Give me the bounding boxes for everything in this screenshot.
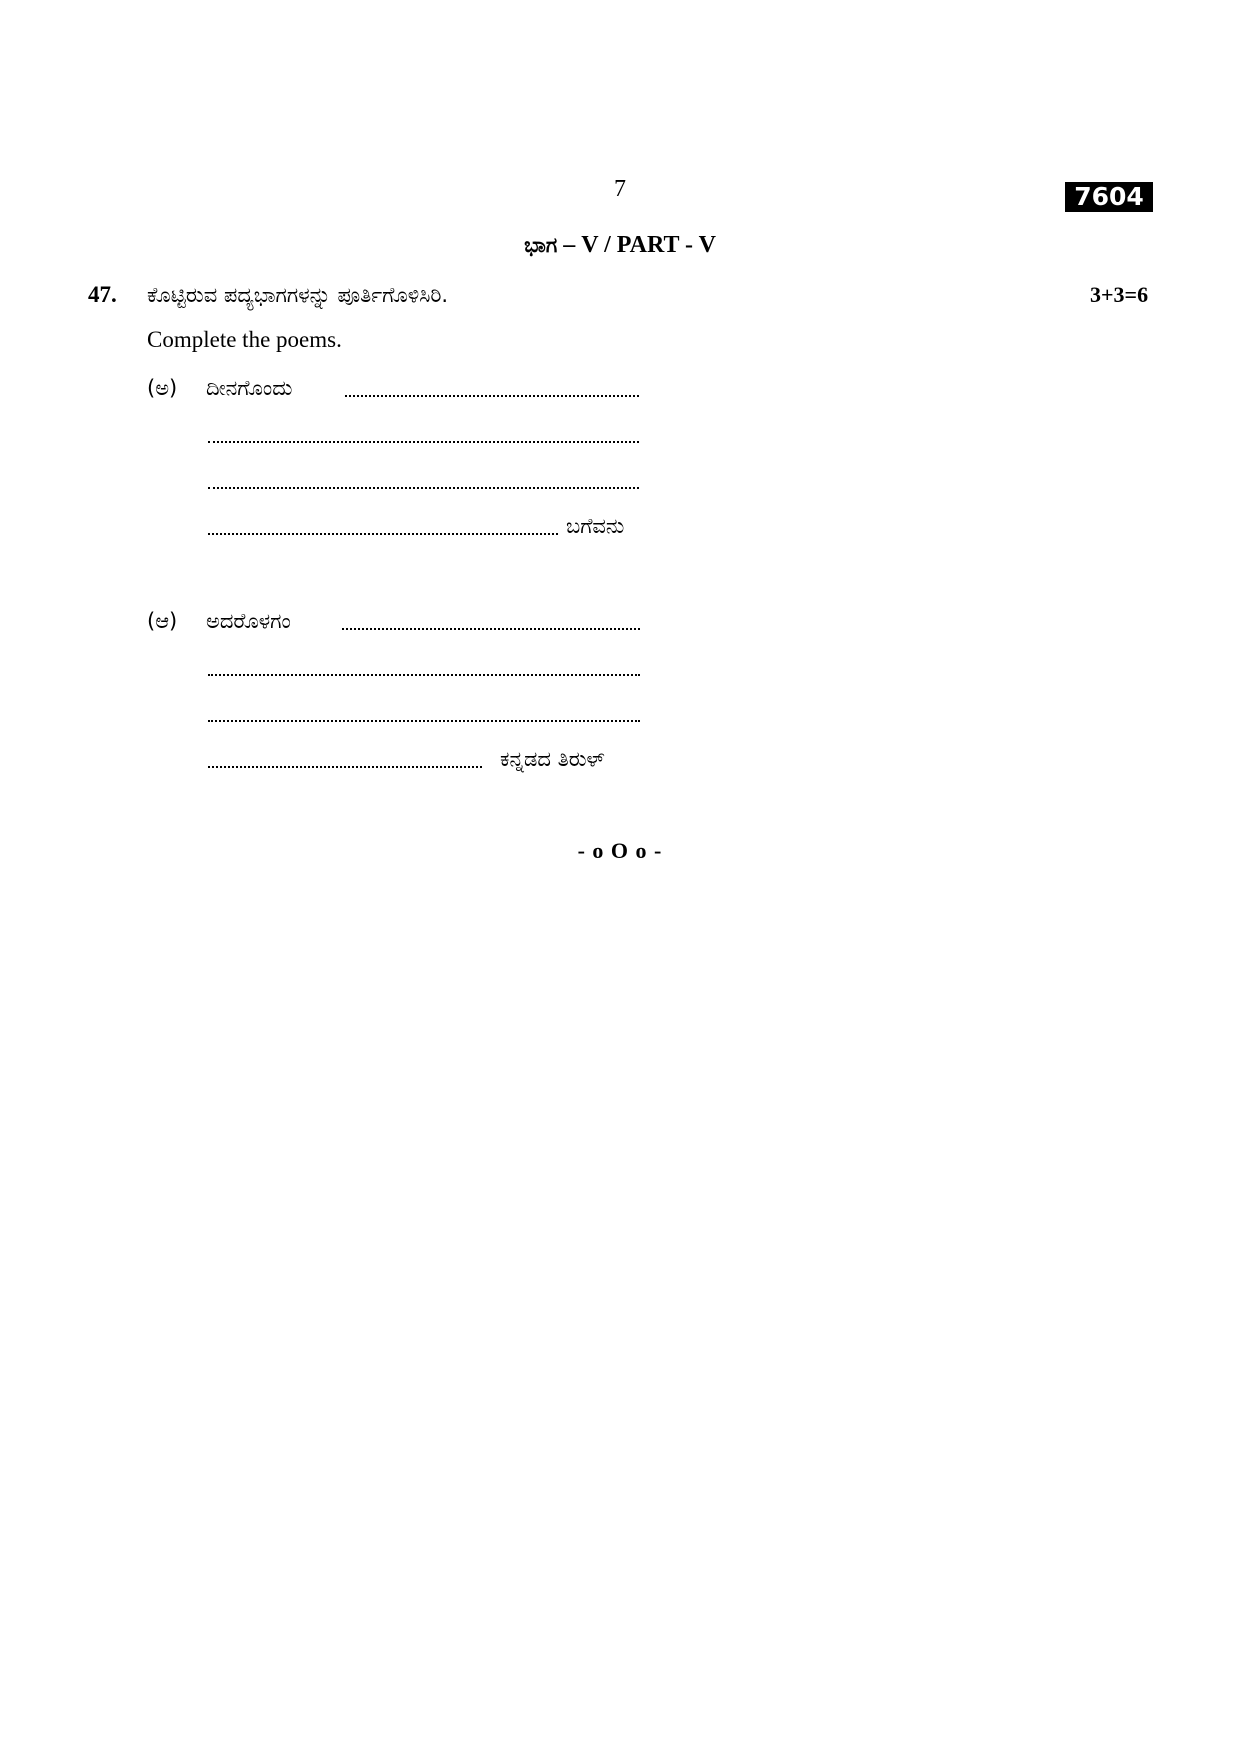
end-of-paper-mark: - o O o - [577,838,663,863]
poem-b-blank-1 [342,628,640,630]
question-number: 47. [88,282,117,307]
poem-b-start-word: ಅದರೊಳಗಂ [206,609,291,633]
poem-a-end-word: ಬಗೆವನು [566,514,625,538]
poem-a-blank-1 [345,395,639,397]
poem-a-blank-4 [208,533,558,535]
poem-b-end-word: ಕನ್ನಡದ ತಿರುಳ್ [500,747,605,771]
part-heading-kannada: ಭಾಗ [524,233,558,257]
poem-b-blank-2 [208,674,640,676]
question-marks: 3+3=6 [1090,282,1149,307]
part-heading [0,232,1240,259]
paper-code-badge: 7604 [1065,182,1153,212]
poem-a-blank-2 [208,441,639,443]
poem-a-label: (ಅ) [147,376,178,400]
poem-b-blank-3 [208,720,640,722]
question-text-kannada: ಕೊಟ್ಟಿರುವ ಪದ್ಯಭಾಗಗಳನ್ನು ಪೂರ್ತಿಗೊಳಿಸಿರಿ. [147,283,449,307]
poem-b-label: (ಆ) [147,609,178,633]
part-heading-english: – V / PART - V [563,232,716,258]
page-number: 7 [614,176,626,202]
question-text-english: Complete the poems. [147,327,342,352]
poem-a-start-word: ದೀನಗೊಂದು [206,376,293,400]
poem-b-blank-4 [208,766,482,768]
poem-a-blank-3 [208,487,639,489]
